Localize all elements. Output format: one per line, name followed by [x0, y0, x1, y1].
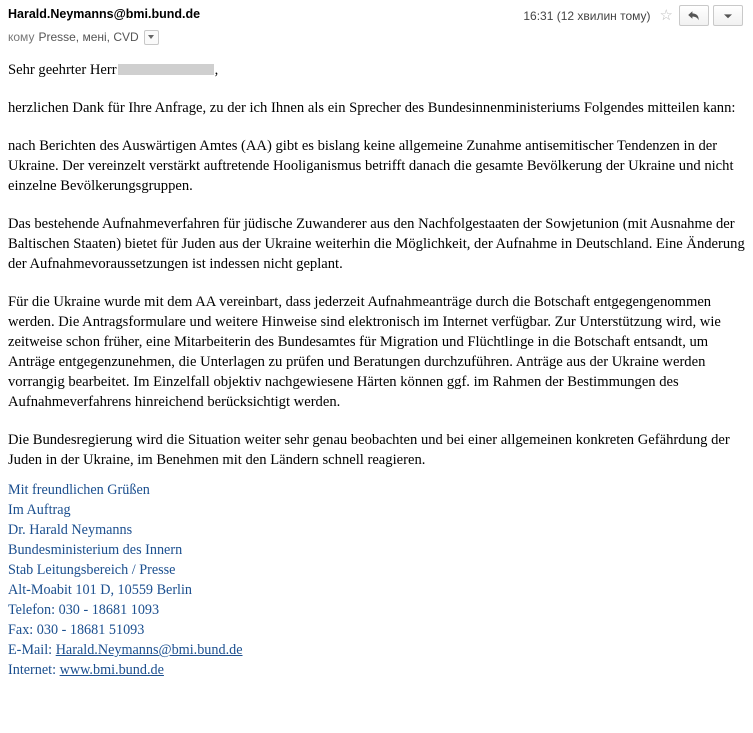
reply-arrow-icon — [687, 10, 701, 22]
body-paragraph: Für die Ukraine wurde mit dem AA vereinbart, dass jederzeit Aufnahmeanträge durch die Botschaft entgegengenommen werden. Die Antragsformulare und weitere Hinweise sind elektronisch im Internet verfügbar. Zur Unterstützung wird, wie zeitweise schon früher, eine Mitarbeiterin des Bundesamtes für Migration und Flüchtlinge in die Botschaft entsandt, um Anträge entgegenzunehmen, die Unterlagen zu prüfen und Beratungen durchzuführen. Anträge aus der Ukraine werden vorrangig bearbeitet. Im Einzelfall objektiv nachgewiesene Härten können ggf. im Rahmen der Bestimmungen des Aufnahmeverfahrens hinreichend berücksichtigt werden. — [8, 294, 721, 410]
recipients-expand-button[interactable] — [144, 30, 159, 45]
header-actions — [523, 5, 745, 26]
email-label: E-Mail: — [8, 642, 56, 658]
signature-line: Dr. Harald Neymanns — [8, 522, 133, 538]
reply-button[interactable] — [679, 5, 709, 26]
star-outline-icon[interactable]: ☆ — [659, 7, 673, 24]
signature-line: Stab Leitungsbereich / Presse — [8, 562, 176, 578]
signature-line: Alt-Moabit 101 D, 10559 Berlin — [8, 582, 193, 598]
chevron-down-icon — [148, 35, 154, 39]
sender-address: Harald.Neymanns@bmi.bund.de — [8, 7, 201, 21]
signature-line: Fax: 030 - 18681 51093 — [8, 622, 145, 638]
signature-website-line — [8, 660, 745, 680]
chevron-down-icon — [723, 12, 733, 20]
signature-line: Bundesministerium des Innern — [8, 542, 183, 558]
recipients-label: кому — [8, 30, 35, 44]
more-options-button[interactable] — [713, 5, 743, 26]
body-paragraph: Die Bundesregierung wird die Situation weiter sehr genau beobachten und bei einer allgemeinen konkreten Gefährdung der Juden in der Ukraine, im Benehmen mit den Ländern schnell reagieren. — [8, 432, 730, 468]
signature-email-line — [8, 640, 745, 660]
signature-block — [0, 470, 753, 680]
salutation-text: Sehr geehrter Herr — [8, 62, 117, 78]
signature-line: Mit freundlichen Grüßen — [8, 482, 150, 498]
message-body — [0, 46, 753, 470]
salutation-line — [8, 60, 745, 80]
website-link[interactable]: www.bmi.bund.de — [59, 662, 164, 678]
internet-label: Internet: — [8, 662, 60, 678]
redacted-name-block — [118, 64, 214, 75]
action-button-group — [679, 5, 743, 26]
body-paragraph: Das bestehende Aufnahmeverfahren für jüdische Zuwanderer aus den Nachfolgestaaten der Sowjetunion (mit Ausnahme der Baltischen Staaten) bietet für Juden aus der Ukraine weiterhin die Möglichkeit, der Aufnahme in Deutschland. Eine Änderung der Aufnahmevoraussetzungen ist indessen nicht geplant. — [8, 216, 745, 272]
email-link[interactable]: Harald.Neymanns@bmi.bund.de — [55, 642, 243, 658]
recipients-list: Presse, мені, CVD — [38, 30, 139, 44]
message-timestamp: 16:31 (12 хвилин тому) — [523, 8, 651, 23]
recipients-row — [0, 25, 753, 46]
salutation-comma: , — [214, 62, 219, 78]
signature-line: Telefon: 030 - 18681 1093 — [8, 602, 160, 618]
message-header — [0, 0, 753, 25]
body-paragraph: herzlichen Dank für Ihre Anfrage, zu der ich Ihnen als ein Sprecher des Bundesinnenministeriums Folgendes mitteilen kann: — [8, 100, 736, 116]
body-paragraph: nach Berichten des Auswärtigen Amtes (AA) gibt es bislang keine allgemeine Zunahme antisemitischer Tendenzen in der Ukraine. Der vereinzelt verstärkt auftretende Hooliganismus betrifft danach die gesamte Bevölkerung der Ukraine und nicht einzelne Bevölkerungsgruppen. — [8, 138, 734, 194]
signature-line: Im Auftrag — [8, 502, 71, 518]
